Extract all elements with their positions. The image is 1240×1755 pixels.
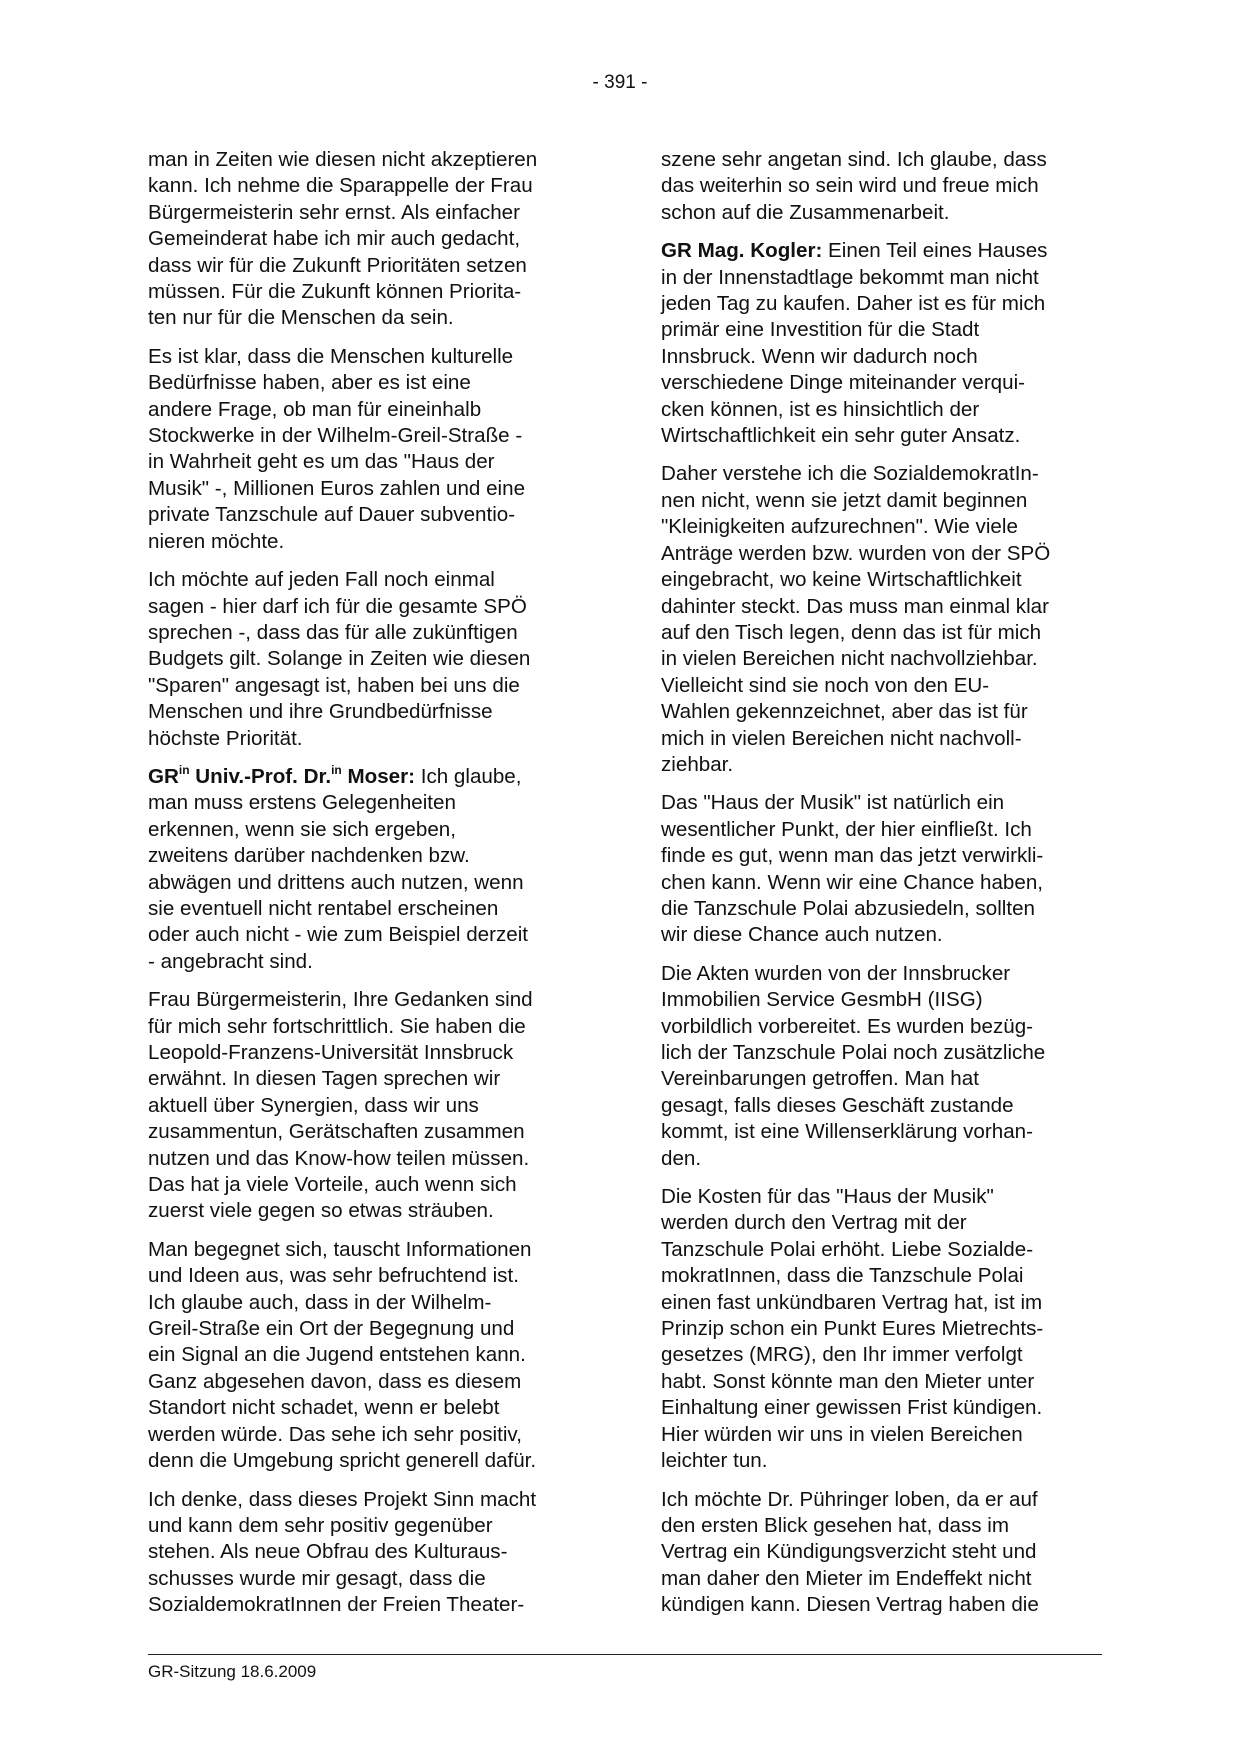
paragraph: Das "Haus der Musik" ist natürlich ein wesentlicher Punkt, der hier einfließt. Ich finde es gut, wenn man das jetzt verwirkli- chen kann. Wenn wir eine Chance haben, die Tanzschule Polai abzusiedeln, sollten wir diese Chance auch nutzen.	[661, 791, 1044, 947]
paragraph: Ich möchte auf jeden Fall noch einmal sagen - hier darf ich für die gesamte SPÖ sprechen -, dass das für alle zukünftigen Budgets gilt. Solange in Zeiten wie diesen "Sparen" angesagt ist, haben bei uns die Menschen und ihre Grundbedürfnisse höchste Priorität.	[148, 568, 531, 750]
right-column	[661, 147, 1111, 1631]
speaker-name	[148, 762, 415, 788]
speaker-title-superscript: in	[178, 762, 190, 777]
speaker-title-part: Moser:	[341, 764, 415, 788]
paragraph: Daher verstehe ich die SozialdemokratIn- nen nicht, wenn sie jetzt damit beginnen "Kleinigkeiten aufzurechnen". Wie viele Anträge werden bzw. wurden von der SPÖ eingebracht, wo keine Wirtschaftlichkeit dahinter steckt. Das muss man einmal klar auf den Tisch legen, denn das ist für mich in vielen Bereichen nicht nachvollziehbar. Vielleicht sind sie noch von den EU- Wahlen gekennzeichnet, aber das ist für mich in vielen Bereichen nicht nachvoll- ziehbar.	[661, 462, 1051, 776]
speech-text: Ich glaube, man muss erstens Gelegenheiten erkennen, wenn sie sich ergeben, zweitens darüber nachdenken bzw. abwägen und drittens auch nutzen, wenn sie eventuell nicht rentabel erscheinen oder auch nicht - wie zum Beispiel derzeit - angebracht sind.	[148, 764, 529, 973]
speaker-name: GR Mag. Kogler:	[661, 239, 823, 263]
speaker-title-superscript: in	[331, 762, 342, 777]
paragraph: Ich möchte Dr. Pühringer loben, da er auf den ersten Blick gesehen hat, dass im Vertrag ein Kündigungsverzicht steht und man daher den Mieter im Endeffekt nicht kündigen kann. Diesen Vertrag haben die	[661, 1487, 1039, 1617]
paragraph: Die Kosten für das "Haus der Musik" werden durch den Vertrag mit der Tanzschule Polai erhöht. Liebe Sozialde- mokratInnen, dass die Tanzschule Polai einen fast unkündbaren Vertrag hat, ist im Prinzip schon ein Punkt Eures Mietrechts- gesetzes (MRG), den Ihr immer verfolgt habt. Sonst könnte man den Mieter unter Einhaltung einer gewissen Frist kündigen. Hier würden wir uns in vielen Bereichen leichter tun.	[661, 1185, 1044, 1473]
paragraph: Es ist klar, dass die Menschen kulturelle Bedürfnisse haben, aber es ist eine andere Frage, ob man für eineinhalb Stockwerke in der Wilhelm-Greil-Straße - in Wahrheit geht es um das "Haus der Musik" -, Millionen Euros zahlen und eine private Tanzschule auf Dauer subventio- nieren möchte.	[148, 344, 526, 553]
page-number: - 391 -	[592, 72, 648, 93]
footer-session-label: GR-Sitzung 18.6.2009	[148, 1662, 317, 1681]
paragraph: Die Akten wurden von der Innsbrucker Immobilien Service GesmbH (IISG) vorbildlich vorbereitet. Es wurden bezüg- lich der Tanzschule Polai noch zusätzliche Vereinbarungen getroffen. Man hat gesagt, falls dieses Geschäft zustande kommt, ist eine Willenserklärung vorhan- den.	[661, 961, 1046, 1170]
footer-divider	[148, 1654, 1102, 1655]
paragraph: Frau Bürgermeisterin, Ihre Gedanken sind für mich sehr fortschrittlich. Sie haben die Leopold-Franzens-Universität Innsbruck erwähnt. In diesen Tagen sprechen wir aktuell über Synergien, dass wir uns zusammentun, Gerätschaften zusammen nutzen und das Know-how teilen müssen. Das hat ja viele Vorteile, auch wenn sich zuerst viele gegen so etwas sträuben.	[148, 988, 533, 1223]
paragraph: szene sehr angetan sind. Ich glaube, dass das weiterhin so sein wird und freue mich schon auf die Zusammenarbeit.	[661, 148, 1047, 224]
left-column	[148, 147, 598, 1631]
paragraph: man in Zeiten wie diesen nicht akzeptieren kann. Ich nehme die Sparappelle der Frau Bürgermeisterin sehr ernst. Als einfacher Gemeinderat habe ich mir auch gedacht, dass wir für die Zukunft Prioritäten setzen müssen. Für die Zukunft können Priorita- ten nur für die Menschen da sein.	[148, 148, 538, 330]
speaker-title-part: GR	[148, 764, 179, 788]
speech-paragraph	[148, 764, 598, 975]
speaker-title-part: Univ.-Prof. Dr.	[189, 764, 332, 788]
paragraph: Ich denke, dass dieses Projekt Sinn macht und kann dem sehr positiv gegenüber stehen. Als neue Obfrau des Kulturaus- schusses wurde mir gesagt, dass die SozialdemokratInnen der Freien Theater-	[148, 1487, 537, 1617]
paragraph: Man begegnet sich, tauscht Informationen und Ideen aus, was sehr befruchtend ist. Ich glaube auch, dass in der Wilhelm- Greil-Straße ein Ort der Begegnung und ein Signal an die Jugend entstehen kann. Ganz abgesehen davon, dass es diesem Standort nicht schadet, wenn er belebt werden würde. Das sehe ich sehr positiv, denn die Umgebung spricht generell dafür.	[148, 1237, 537, 1473]
speech-text: Einen Teil eines Hauses in der Innenstadtlage bekommt man nicht jeden Tag zu kaufen. Daher ist es für mich primär eine Investition für die Stadt Innsbruck. Wenn wir dadurch noch verschiedene Dinge miteinander verqui- cken können, ist es hinsichtlich der Wirtschaftlichkeit ein sehr guter Ansatz.	[661, 239, 1048, 448]
speech-paragraph	[661, 238, 1111, 449]
